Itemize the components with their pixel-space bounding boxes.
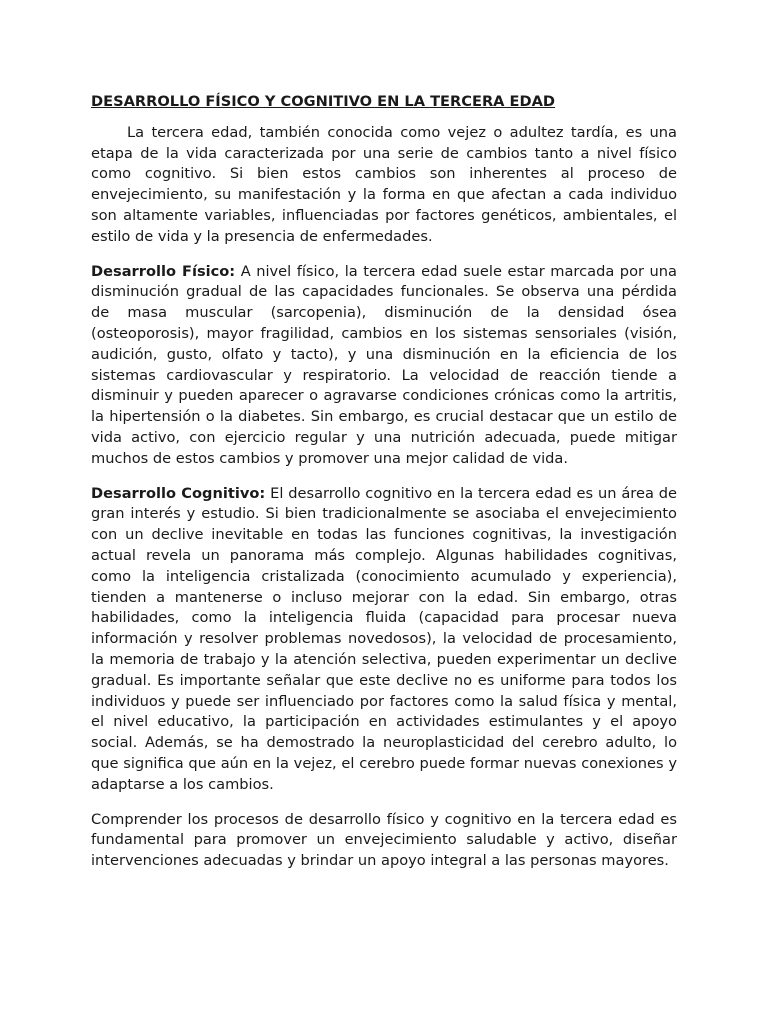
physical-development-paragraph (91, 262, 677, 470)
document-title: DESARROLLO FÍSICO Y COGNITIVO EN LA TERCERA EDAD (91, 93, 556, 110)
conclusion-paragraph: Comprender los procesos de desarrollo físico y cognitivo en la tercera edad es fundamental para promover un envejecimiento saludable y activo, diseñar intervenciones adecuadas y brindar un apoyo integral a las personas mayores. (91, 810, 677, 870)
physical-development-body: A nivel físico, la tercera edad suele estar marcada por una disminución gradual de las capacidades funcionales. Se observa una pérdida de masa muscular (sarcopenia), disminución de la densidad ósea (osteoporosis), mayor fragilidad, cambios en los sistemas sensoriales (visión, audición, gusto, olfato y tacto), y una disminución en la eficiencia de los sistemas cardiovascular y respiratorio. La velocidad de reacción tiende a disminuir y pueden aparecer o agravarse condiciones crónicas como la artritis, la hipertensión o la diabetes. Sin embargo, es crucial destacar que un estilo de vida activo, con ejercicio regular y una nutrición adecuada, puede mitigar muchos de estos cambios y promover una mejor calidad de vida. (91, 262, 677, 467)
physical-development-heading: Desarrollo Físico: (91, 262, 236, 280)
cognitive-development-body: El desarrollo cognitivo en la tercera edad es un área de gran interés y estudio. Si bien tradicionalmente se asociaba el envejecimiento con un declive inevitable en todas las funciones cognitivas, la investigación actual revela un panorama más complejo. Algunas habilidades cognitivas, como la inteligencia cristalizada (conocimiento acumulado y experiencia), tienden a mantenerse o incluso mejorar con la edad. Sin embargo, otras habilidades, como la inteligencia fluida (capacidad para procesar nueva información y resolver problemas novedosos), la velocidad de procesamiento, la memoria de trabajo y la atención selectiva, pueden experimentar un declive gradual. Es importante señalar que este declive no es uniforme para todos los individuos y puede ser influenciado por factores como la salud física y mental, el nivel educativo, la participación en actividades estimulantes y el apoyo social. Además, se ha demostrado la neuroplasticidad del cerebro adulto, lo que significa que aún en la vejez, el cerebro puede formar nuevas conexiones y adaptarse a los cambios. (91, 484, 677, 793)
cognitive-development-heading: Desarrollo Cognitivo: (91, 484, 266, 502)
document-page (91, 92, 677, 886)
cognitive-development-paragraph (91, 484, 677, 796)
intro-paragraph: La tercera edad, también conocida como vejez o adultez tardía, es una etapa de la vida caracterizada por una serie de cambios tanto a nivel físico como cognitivo. Si bien estos cambios son inherentes al proceso de envejecimiento, su manifestación y la forma en que afectan a cada individuo son altamente variables, influenciadas por factores genéticos, ambientales, el estilo de vida y la presencia de enfermedades. (91, 123, 677, 245)
